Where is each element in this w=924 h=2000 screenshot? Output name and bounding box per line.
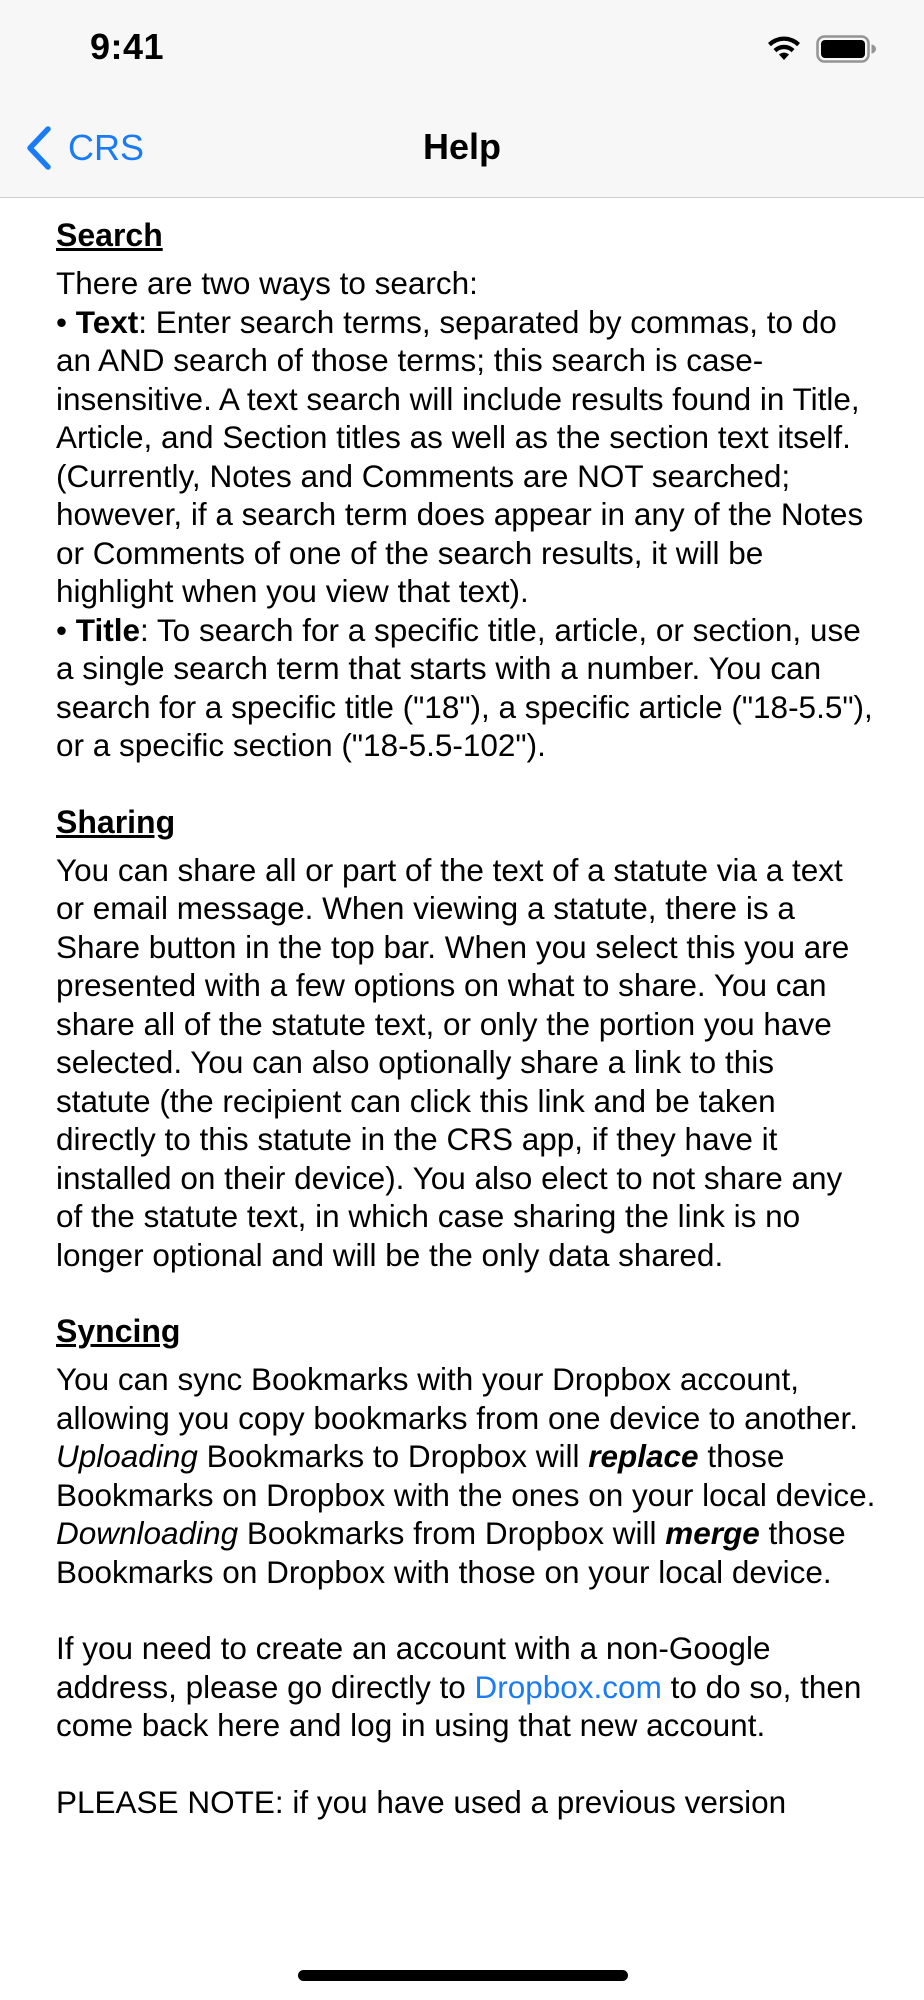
syncing-text-5: those Bookmarks on Dropbox with those on your local device. [56,1515,846,1590]
title-search-description: : To search for a specific title, article, or section, use a single search term that starts with a number. You can search for a specific title ("18"), a specific article ("18-5.5"), or a specific section ("18-5.5-102"). [56,611,873,763]
merge-term: merge [665,1515,760,1551]
navigation-bar [0,100,924,198]
bullet: • [56,611,68,648]
spacer [56,1274,876,1312]
back-button-label: CRS [68,127,145,168]
search-intro-text: There are two ways to search: [56,265,478,301]
battery-icon [816,35,876,63]
sharing-description: You can share all or part of the text of a statute via a text or email message. When viewing a statute, there is a Share button in the top bar. When you select this you are presented with a few options on what to share. You can share all of the statute text, or only the portion you have selected. You can also optionally share a link to this statute (the recipient can click this link and be taken directly to this statute in the CRS app, if they have it installed on their device). You also elect to not share any of the statute text, in which case sharing the link is no longer optional and will be the only data shared. [56,851,850,1273]
sharing-heading: Sharing [56,803,176,840]
search-heading: Search [56,217,163,253]
search-intro [56,264,876,765]
bullet: • [56,303,68,340]
spacer [56,765,876,803]
syncing-text-2: Bookmarks to Dropbox will [197,1438,589,1474]
please-note-paragraph: PLEASE NOTE: if you have used a previous version [56,1783,787,1820]
replace-term: replace [588,1438,699,1474]
title-search-label: Title [75,611,140,648]
text-search-description: : Enter search terms, separated by commas, to do an AND search of those terms; this search is case-insensitive. A text search will include results found in Title, Article, and Section titles as well as the section text itself. (Currently, Notes and Comments are NOT searched; however, if a search term does appear in any of the Notes or Comments of one of the search results, it will be highlight when you view that text). [56,303,864,609]
dropbox-link[interactable]: Dropbox.com [474,1668,662,1705]
dropbox-note-text-2: to do so, then come back here and log in using that new account. [56,1668,862,1743]
syncing-heading: Syncing [56,1313,181,1349]
dropbox-account-note [56,1629,876,1745]
dropbox-note-text-1: If you need to create an account with a non-Google address, please go directly to [56,1630,771,1705]
syncing-description [56,1360,876,1591]
help-content[interactable] [0,199,924,1925]
status-bar [0,0,924,100]
syncing-text-1: You can sync Bookmarks with your Dropbox account, allowing you copy bookmarks from one device to another. [56,1361,858,1436]
wifi-icon [766,34,802,62]
downloading-term: Downloading [56,1515,239,1551]
syncing-text-3: those Bookmarks on Dropbox with the ones on your local device. [56,1438,876,1513]
uploading-term: Uploading [56,1438,198,1474]
syncing-text-4: Bookmarks from Dropbox will [238,1515,666,1551]
status-time: 9:41 [90,26,165,67]
spacer [56,1745,876,1783]
home-indicator[interactable] [298,1970,628,1981]
help-text-body [56,216,876,1821]
text-search-label: Text [75,303,139,340]
page-title: Help [422,126,501,167]
spacer [56,1591,876,1629]
